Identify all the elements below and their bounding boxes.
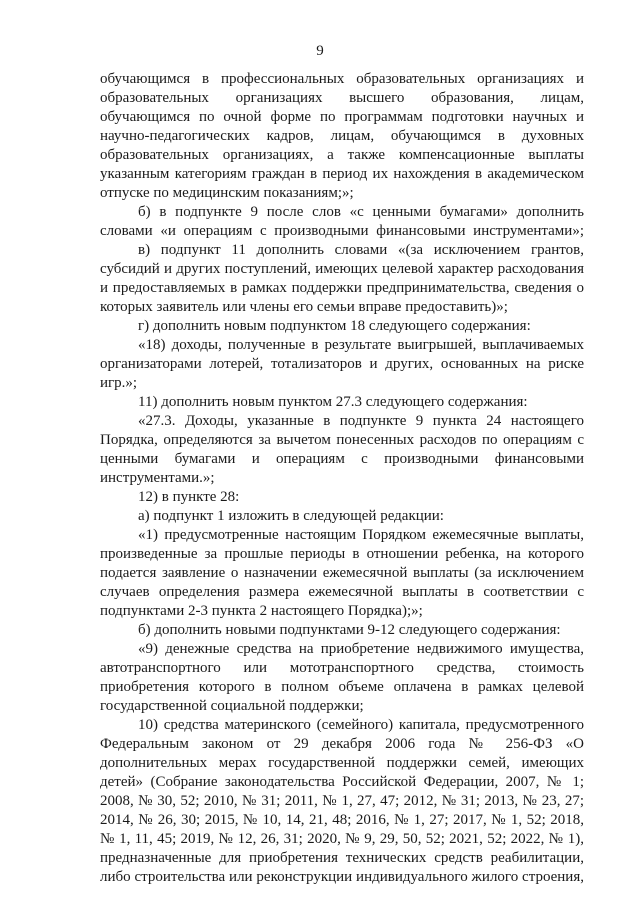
text-line: № 1, 11, 45; 2019, № 12, 26, 31; 2020, № 9, 29, 50, 52; 2021, 52; 2022, № 1), [100,831,584,847]
text-line: 2014, № 26, 30; 2015, № 10, 14, 21, 48; 2016, № 1, 27; 2017, № 1, 52; 2018, [100,812,584,828]
text-line: и предоставляемых в рамках поддержки предпринимательства, сведения о [100,280,584,296]
text-line: отпуске по медицинским показаниям;»; [100,185,354,201]
text-line: 11) дополнить новым пунктом 27.3 следующего содержания: [138,394,528,410]
text-line: «1) предусмотренные настоящим Порядком ежемесячные выплаты, [138,527,584,543]
text-line: организаторами лотерей, тотализаторов и других, основанных на риске [100,356,584,372]
text-line: б) дополнить новыми подпунктами 9-12 следующего содержания: [138,622,561,638]
text-line: субсидий и других поступлений, имеющих целевой характер расходования [100,261,584,277]
text-line: «27.3. Доходы, указанные в подпункте 9 пункта 24 настоящего [138,413,584,429]
text-line: образовательных организациях, а также компенсационные выплаты [100,147,584,163]
text-line: автотранспортного или мототранспортного средства, стоимость [100,660,584,676]
text-line: которых заявитель или члены его семьи вправе предоставить)»; [100,299,508,315]
text-line: государственной социальной поддержки; [100,698,364,714]
text-line: либо строительства или реконструкции индивидуального жилого строения, [100,869,584,885]
text-line: «9) денежные средства на приобретение недвижимого имущества, [138,641,584,657]
text-line: а) подпункт 1 изложить в следующей редакции: [138,508,444,524]
text-line: словами «и операциям с производными финансовыми инструментами»; [100,223,584,239]
text-line: 12) в пункте 28: [138,489,240,505]
text-line: г) дополнить новым подпунктом 18 следующего содержания: [138,318,531,334]
text-line: Федеральным законом от 29 декабря 2006 года № 256-ФЗ «О [100,736,584,752]
text-line: б) в подпункте 9 после слов «с ценными бумагами» дополнить [138,204,584,220]
text-line: подпунктами 2-3 пункта 2 настоящего Порядка);»; [100,603,423,619]
text-line: в) подпункт 11 дополнить словами «(за исключением грантов, [138,242,584,258]
text-line: детей» (Собрание законодательства Российской Федерации, 2007, № 1; [100,774,584,790]
text-line: образовательных организациях высшего образования, лицам, [100,90,584,106]
text-line: обучающимся по очной форме по программам подготовки научных и [100,109,584,125]
text-line: обучающимся в профессиональных образовательных организациях и [100,71,584,87]
text-line: предназначенные для приобретения технических средств реабилитации, [100,850,584,866]
text-line: 2008, № 30, 52; 2010, № 31; 2011, № 1, 27, 47; 2012, № 31; 2013, № 23, 27; [100,793,584,809]
text-line: игр.»; [100,375,138,391]
page-number: 9 [316,43,324,59]
text-line: подается заявление о назначении ежемесячной выплаты (за исключением [100,565,584,581]
text-line: ценными бумагами и операциям с производными финансовыми [100,451,584,467]
text-line: «18) доходы, полученные в результате выигрышей, выплачиваемых [138,337,584,353]
text-line: инструментами.»; [100,470,215,486]
text-line: случаев определения размера ежемесячной выплаты в соответствии с [100,584,584,600]
text-line: Порядка, определяются за вычетом понесенных расходов по операциям с [100,432,584,448]
text-line: указанным категориям граждан в период их нахождения в академическом [100,166,584,182]
text-line: дополнительных мерах государственной поддержки семей, имеющих [100,755,584,771]
text-line: научно-педагогических кадров, лицам, обучающимся в духовных [100,128,584,144]
text-line: приобретения которого в полном объеме оплачена в рамках целевой [100,679,584,695]
text-line: 10) средства материнского (семейного) капитала, предусмотренного [138,717,584,733]
text-line: произведенные за прошлые периоды в отношении ребенка, на которого [100,546,584,562]
